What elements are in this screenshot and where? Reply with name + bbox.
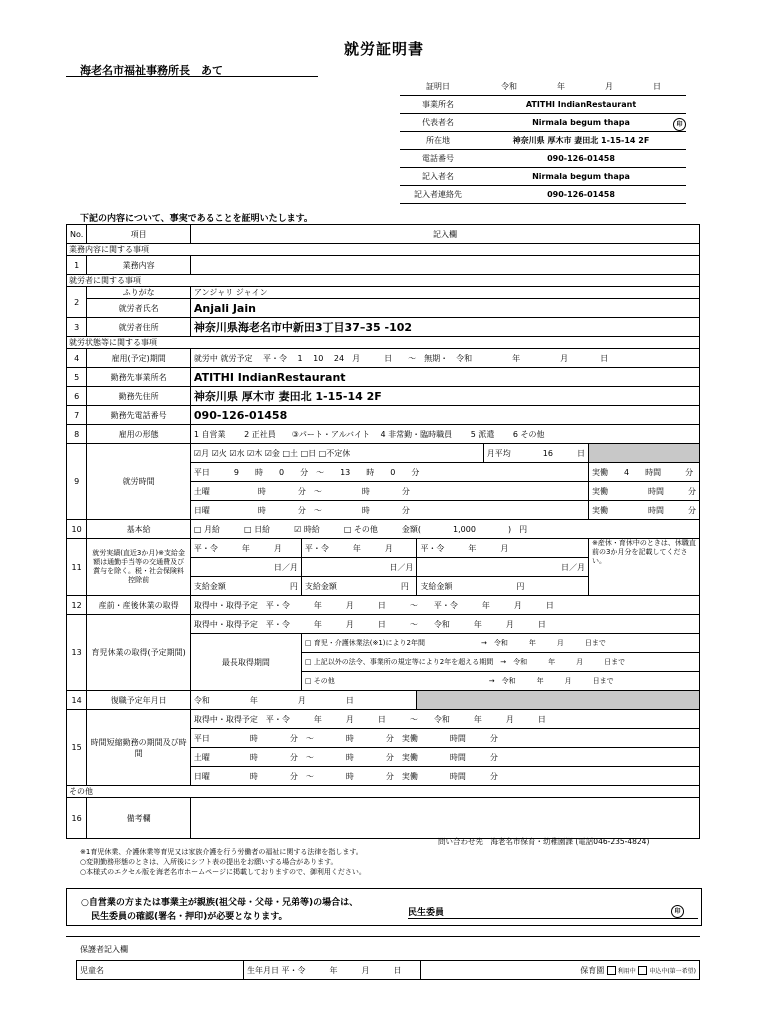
saturday-actual-field[interactable]: 実働 時間 分 xyxy=(588,482,699,501)
checkbox-applying[interactable] xyxy=(638,966,647,975)
childcare-leave-field[interactable]: 取得中・取得予定 平・令 年 月 日 ～ 令和 年 月 日 xyxy=(190,615,699,634)
row-no: 15 xyxy=(67,710,87,786)
seal-mark: 印 xyxy=(671,905,684,918)
header-label: 所在地 xyxy=(400,132,476,150)
workplace-phone-field[interactable]: 090-126-01458 xyxy=(190,406,699,425)
certifier-header-table xyxy=(400,78,686,204)
max-period-option-2[interactable]: □ 上記以外の法令、事業所の規定等により2年を超える期間 → 令和 年 月 日まで xyxy=(301,653,699,672)
row-label: 産前・産後休業の取得 xyxy=(87,596,191,615)
month3-period[interactable]: 平・令 年 月 xyxy=(417,539,589,558)
month3-paid[interactable]: 支給金額 円 xyxy=(417,577,589,596)
short-weekday-field[interactable]: 平日 時 分 ～ 時 分 実働 時間 分 xyxy=(190,729,699,748)
guardian-section-title: 保護者記入欄 xyxy=(80,945,128,954)
weekday-actual-field[interactable]: 実働 4 時間 分 xyxy=(588,463,699,482)
facility-label: 保育園 xyxy=(580,965,605,975)
employment-type-field[interactable]: 1 自営業 2 正社員 ③パート・アルバイト 4 非常勤・臨時職員 5 派遣 6 その他 xyxy=(190,425,699,444)
representative-name[interactable] xyxy=(476,114,686,132)
row-no: 14 xyxy=(67,691,87,710)
notes xyxy=(80,847,366,877)
sunday-hours-field[interactable]: 日曜 時 分 ～ 時 分 xyxy=(190,501,588,520)
header-label: 証明日 xyxy=(400,78,476,96)
welfare-commissioner-label: 民生委員 xyxy=(408,908,445,918)
col-header-item: 項目 xyxy=(87,225,191,244)
gray-cell xyxy=(588,444,699,463)
row-label: 雇用(予定)期間 xyxy=(87,349,191,368)
header-label: 記入者連絡先 xyxy=(400,186,476,204)
welfare-commissioner-field[interactable] xyxy=(408,905,698,919)
section-business: 業務内容に関する事項 xyxy=(67,244,700,256)
max-period-label: 最長取得期間 xyxy=(190,634,301,691)
statement-text: 下記の内容について、事実であることを証明いたします。 xyxy=(80,214,313,224)
row-no: 11 xyxy=(67,539,87,596)
header-label: 代表者名 xyxy=(400,114,476,132)
row-label: 復職予定年月日 xyxy=(87,691,191,710)
note-line: ○変則勤務形態のときは、入所後にシフト表の提出をお願いする場合があります。 xyxy=(80,858,338,866)
month1-paid[interactable]: 支給金額 円 xyxy=(190,577,301,596)
guardian-table xyxy=(76,960,700,980)
addressee-underline xyxy=(66,76,318,77)
month1-days[interactable]: 日／月 xyxy=(190,558,301,577)
row-label: 就労実績(直近3か月)※支給金額は通勤手当等の交通費及び賞与を除く。税・社会保険料控除前 xyxy=(87,539,191,596)
box-line-2: 民生委員の確認(署名・押印)が必要となります。 xyxy=(91,912,288,922)
row-label: 就労者住所 xyxy=(87,318,191,337)
row-label: 勤務先電話番号 xyxy=(87,406,191,425)
note-line: ○本様式のエクセル版を海老名市ホームページに掲載しておりますので、御利用ください。 xyxy=(80,868,366,876)
section-employment: 就労状態等に関する事項 xyxy=(67,337,700,349)
applying-label: 申込中(第一希望) xyxy=(649,967,696,975)
row-label: ふりがな xyxy=(87,287,191,299)
row-label: 育児休業の取得(予定期間) xyxy=(87,615,191,691)
short-hours-period-field[interactable]: 取得中・取得予定 平・令 年 月 日 ～ 令和 年 月 日 xyxy=(190,710,699,729)
monthly-avg-label xyxy=(483,444,588,463)
worker-name-field[interactable]: Anjali Jain xyxy=(190,299,699,318)
addressee: 海老名市福祉事務所長 あて xyxy=(80,64,223,77)
writer-name[interactable]: Nirmala begum thapa xyxy=(476,168,686,186)
row-no: 10 xyxy=(67,520,87,539)
saturday-hours-field[interactable]: 土曜 時 分 ～ 時 分 xyxy=(190,482,588,501)
month2-period[interactable]: 平・令 年 月 xyxy=(301,539,417,558)
sunday-actual-field[interactable]: 実働 時間 分 xyxy=(588,501,699,520)
monthly-avg-label-text: 月平均 xyxy=(486,448,511,458)
worker-address-field[interactable]: 神奈川県海老名市中新田3丁目37–35 -102 xyxy=(190,318,699,337)
col-header-entry: 記入欄 xyxy=(190,225,699,244)
month2-paid[interactable]: 支給金額 円 xyxy=(301,577,417,596)
row-no: 8 xyxy=(67,425,87,444)
checkbox-in-use[interactable] xyxy=(607,966,616,975)
row-no: 6 xyxy=(67,387,87,406)
note-line: ※1育児休業、介護休業等育児又は家族介護を行う労働者の福祉に関する法律を指します。 xyxy=(80,848,363,856)
base-salary-field[interactable]: □ 月給 □ 日給 ☑ 時給 □ その他 金額( 1,000 ) 円 xyxy=(190,520,699,539)
weekday-hours-field[interactable]: 平日 9 時 0 分 ～ 13 時 0 分 xyxy=(190,463,588,482)
month3-days[interactable]: 日／月 xyxy=(417,558,589,577)
row-label: 基本給 xyxy=(87,520,191,539)
short-sunday-field[interactable]: 日曜 時 分 ～ 時 分 実働 時間 分 xyxy=(190,767,699,786)
workdays-checkboxes[interactable]: ☑月 ☑火 ☑水 ☑木 ☑金 □土 □日 □不定休 xyxy=(190,444,483,463)
business-content-field[interactable] xyxy=(190,256,699,275)
row-label: 就労者氏名 xyxy=(87,299,191,318)
furigana-field[interactable]: アンジャリ ジャイン xyxy=(190,287,699,299)
row-label: 勤務先事業所名 xyxy=(87,368,191,387)
company-phone[interactable]: 090-126-01458 xyxy=(476,150,686,168)
company-name[interactable]: ATITHI IndianRestaurant xyxy=(476,96,686,114)
row-no: 9 xyxy=(67,444,87,520)
short-saturday-field[interactable]: 土曜 時 分 ～ 時 分 実働 時間 分 xyxy=(190,748,699,767)
row-no: 3 xyxy=(67,318,87,337)
row-no: 2 xyxy=(67,287,87,318)
row-label: 時間短縮勤務の期間及び時間 xyxy=(87,710,191,786)
row-label: 備考欄 xyxy=(87,798,191,839)
row-no: 4 xyxy=(67,349,87,368)
remarks-field[interactable] xyxy=(190,798,699,839)
row-no: 16 xyxy=(67,798,87,839)
child-birthdate-field[interactable]: 生年月日 平・令 年 月 日 xyxy=(244,961,421,980)
max-period-option-1[interactable]: □ 育児・介護休業法(※1)により2年間 → 令和 年 月 日まで xyxy=(301,634,699,653)
divider xyxy=(66,936,700,937)
row-no: 1 xyxy=(67,256,87,275)
gray-cell xyxy=(417,691,700,710)
row-label: 就労時間 xyxy=(87,444,191,520)
box-line-1: ○自営業の方または事業主が親族(祖父母・父母・兄弟等)の場合は、 xyxy=(81,898,359,908)
section-worker: 就労者に関する事項 xyxy=(67,275,700,287)
section-other: その他 xyxy=(67,786,700,798)
document-title: 就労証明書 xyxy=(343,40,424,58)
certify-date[interactable]: 令和 年 月 日 xyxy=(476,78,686,96)
max-period-option-3[interactable]: □ その他 → 令和 年 月 日まで xyxy=(301,672,699,691)
maternity-leave-field[interactable]: 取得中・取得予定 平・令 年 月 日 ～ 平・令 年 月 日 xyxy=(190,596,699,615)
row-label: 業務内容 xyxy=(87,256,191,275)
seal-mark: 印 xyxy=(673,118,686,131)
row-no: 5 xyxy=(67,368,87,387)
child-name-field[interactable]: 児童名 xyxy=(77,961,244,980)
in-use-label: 利用中 xyxy=(617,967,636,975)
row-no: 7 xyxy=(67,406,87,425)
workplace-name-field[interactable]: ATITHI IndianRestaurant xyxy=(190,368,699,387)
employment-period-field[interactable]: 就労中 就労予定 平・令 1 10 24 月 日 ～ 無期・ 令和 年 月 日 xyxy=(190,349,699,368)
company-address[interactable]: 神奈川県 厚木市 妻田北 1-15-14 2F xyxy=(476,132,686,150)
leave-note: ※産休・育休中のときは、休職直前の3か月分を記載してください。 xyxy=(588,539,699,596)
workplace-address-field[interactable]: 神奈川県 厚木市 妻田北 1-15-14 2F xyxy=(190,387,699,406)
main-form-table xyxy=(66,224,700,839)
col-header-no: No. xyxy=(67,225,87,244)
month1-period[interactable]: 平・令 年 月 xyxy=(190,539,301,558)
header-label: 電話番号 xyxy=(400,150,476,168)
row-no: 12 xyxy=(67,596,87,615)
row-label: 雇用の形態 xyxy=(87,425,191,444)
row-label: 勤務先住所 xyxy=(87,387,191,406)
facility-field[interactable] xyxy=(421,961,700,980)
representative-name-text: Nirmala begum thapa xyxy=(532,118,630,127)
month2-days[interactable]: 日／月 xyxy=(301,558,417,577)
return-date-field[interactable]: 令和 年 月 日 xyxy=(190,691,417,710)
header-label: 記入者名 xyxy=(400,168,476,186)
header-label: 事業所名 xyxy=(400,96,476,114)
writer-contact[interactable]: 090-126-01458 xyxy=(476,186,686,204)
contact-info: 問い合わせ先 海老名市保育・幼稚園課 (電話046-235-4824) xyxy=(438,837,650,846)
monthly-avg-value[interactable]: 16 xyxy=(542,448,553,458)
monthly-avg-unit: 日 xyxy=(576,448,585,458)
row-no: 13 xyxy=(67,615,87,691)
